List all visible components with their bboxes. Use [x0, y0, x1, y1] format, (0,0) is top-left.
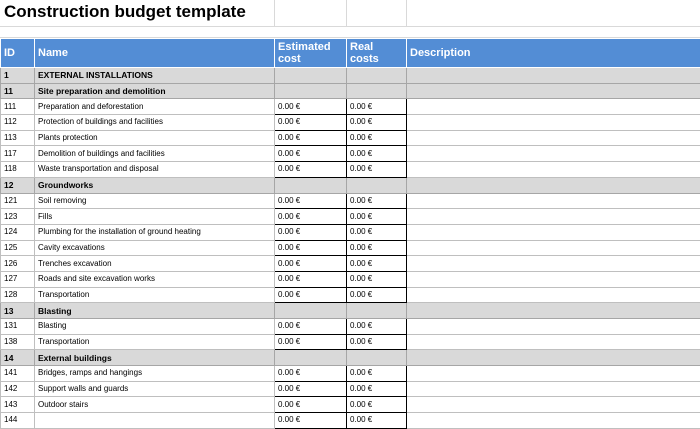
table-row — [1, 209, 700, 225]
cell-real-costs[interactable] — [347, 68, 407, 84]
header-id[interactable]: ID — [1, 39, 35, 68]
title-row — [0, 0, 700, 27]
cell-real-costs[interactable]: 0.00 € — [347, 209, 407, 225]
table-row — [1, 319, 700, 335]
cell-id[interactable]: 113 — [1, 130, 35, 146]
cell-description[interactable] — [407, 83, 700, 99]
group-row — [1, 83, 700, 99]
header-estimated-cost[interactable]: Estimated cost — [275, 39, 347, 68]
cell-id[interactable]: 121 — [1, 193, 35, 209]
cell-real-costs[interactable] — [347, 83, 407, 99]
group-row — [1, 68, 700, 84]
cell-id[interactable]: 143 — [1, 397, 35, 413]
cell-name[interactable]: Trenches excavation — [35, 256, 275, 272]
cell-description[interactable] — [407, 397, 700, 413]
cell-estimated-cost[interactable]: 0.00 € — [275, 397, 347, 413]
cell-name[interactable]: Transportation — [35, 334, 275, 350]
cell-real-costs[interactable]: 0.00 € — [347, 240, 407, 256]
cell-description[interactable] — [407, 334, 700, 350]
cell-id[interactable]: 123 — [1, 209, 35, 225]
table-row — [1, 366, 700, 382]
grid-line — [274, 0, 275, 26]
table-row — [1, 130, 700, 146]
cell-name[interactable]: Soil removing — [35, 193, 275, 209]
header-description[interactable]: Description — [407, 39, 700, 68]
cell-name[interactable]: Plumbing for the installation of ground heating — [35, 224, 275, 240]
cell-id[interactable]: 131 — [1, 319, 35, 335]
cell-estimated-cost[interactable]: 0.00 € — [275, 319, 347, 335]
cell-estimated-cost[interactable]: 0.00 € — [275, 162, 347, 178]
cell-id[interactable]: 141 — [1, 366, 35, 382]
cell-estimated-cost[interactable]: 0.00 € — [275, 224, 347, 240]
cell-name[interactable]: Waste transportation and disposal — [35, 162, 275, 178]
cell-name[interactable]: EXTERNAL INSTALLATIONS — [35, 68, 275, 84]
cell-real-costs[interactable]: 0.00 € — [347, 319, 407, 335]
table-body — [1, 68, 700, 429]
cell-name[interactable]: Blasting — [35, 303, 275, 319]
cell-real-costs[interactable]: 0.00 € — [347, 162, 407, 178]
table-row — [1, 334, 700, 350]
table-row — [1, 162, 700, 178]
cell-real-costs[interactable]: 0.00 € — [347, 224, 407, 240]
cell-name[interactable]: External buildings — [35, 350, 275, 366]
cell-real-costs[interactable]: 0.00 € — [347, 381, 407, 397]
cell-real-costs[interactable]: 0.00 € — [347, 271, 407, 287]
cell-description[interactable] — [407, 209, 700, 225]
table-row — [1, 287, 700, 303]
cell-id[interactable]: 12 — [1, 177, 35, 193]
cell-real-costs[interactable]: 0.00 € — [347, 397, 407, 413]
cell-description[interactable] — [407, 287, 700, 303]
cell-name[interactable]: Fills — [35, 209, 275, 225]
grid-line — [406, 0, 407, 26]
cell-estimated-cost[interactable]: 0.00 € — [275, 287, 347, 303]
table-row — [1, 115, 700, 131]
table-row — [1, 256, 700, 272]
cell-estimated-cost[interactable]: 0.00 € — [275, 193, 347, 209]
cell-description[interactable] — [407, 303, 700, 319]
grid-line — [346, 0, 347, 26]
cell-name[interactable]: Bridges, ramps and hangings — [35, 366, 275, 382]
cell-estimated-cost[interactable]: 0.00 € — [275, 256, 347, 272]
cell-estimated-cost[interactable] — [275, 68, 347, 84]
cell-id[interactable]: 138 — [1, 334, 35, 350]
cell-name[interactable]: Plants protection — [35, 130, 275, 146]
cell-id[interactable]: 14 — [1, 350, 35, 366]
cell-id[interactable]: 111 — [1, 99, 35, 115]
header-real-costs[interactable]: Real costs — [347, 39, 407, 68]
group-row — [1, 177, 700, 193]
cell-id[interactable]: 144 — [1, 413, 35, 429]
cell-estimated-cost[interactable]: 0.00 € — [275, 366, 347, 382]
cell-real-costs[interactable] — [347, 177, 407, 193]
cell-estimated-cost[interactable]: 0.00 € — [275, 130, 347, 146]
cell-real-costs[interactable]: 0.00 € — [347, 115, 407, 131]
cell-id[interactable]: 117 — [1, 146, 35, 162]
cell-description[interactable] — [407, 99, 700, 115]
cell-id[interactable]: 125 — [1, 240, 35, 256]
cell-estimated-cost[interactable]: 0.00 € — [275, 99, 347, 115]
cell-description[interactable] — [407, 256, 700, 272]
cell-description[interactable] — [407, 319, 700, 335]
cell-estimated-cost[interactable]: 0.00 € — [275, 146, 347, 162]
cell-estimated-cost[interactable]: 0.00 € — [275, 381, 347, 397]
cell-description[interactable] — [407, 240, 700, 256]
table-row — [1, 397, 700, 413]
cell-id[interactable]: 128 — [1, 287, 35, 303]
cell-real-costs[interactable] — [347, 350, 407, 366]
cell-name[interactable]: Demolition of buildings and facilities — [35, 146, 275, 162]
cell-name[interactable]: Outdoor stairs — [35, 397, 275, 413]
cell-estimated-cost[interactable]: 0.00 € — [275, 413, 347, 429]
cell-description[interactable] — [407, 224, 700, 240]
cell-id[interactable]: 13 — [1, 303, 35, 319]
cell-estimated-cost[interactable]: 0.00 € — [275, 240, 347, 256]
table-row — [1, 146, 700, 162]
group-row — [1, 303, 700, 319]
cell-real-costs[interactable]: 0.00 € — [347, 130, 407, 146]
cell-description[interactable] — [407, 146, 700, 162]
cell-real-costs[interactable]: 0.00 € — [347, 413, 407, 429]
cell-id[interactable]: 127 — [1, 271, 35, 287]
cell-estimated-cost[interactable]: 0.00 € — [275, 334, 347, 350]
cell-name[interactable]: Preparation and deforestation — [35, 99, 275, 115]
cell-name[interactable]: Transportation — [35, 287, 275, 303]
cell-name[interactable]: Support walls and guards — [35, 381, 275, 397]
cell-real-costs[interactable]: 0.00 € — [347, 287, 407, 303]
cell-estimated-cost[interactable] — [275, 350, 347, 366]
cell-id[interactable]: 142 — [1, 381, 35, 397]
cell-name[interactable]: Groundworks — [35, 177, 275, 193]
header-row — [1, 39, 700, 68]
cell-name[interactable]: Site preparation and demolition — [35, 83, 275, 99]
cell-real-costs[interactable] — [347, 303, 407, 319]
cell-description[interactable] — [407, 68, 700, 84]
cell-description[interactable] — [407, 115, 700, 131]
header-name[interactable]: Name — [35, 39, 275, 68]
table-row — [1, 99, 700, 115]
cell-real-costs[interactable]: 0.00 € — [347, 334, 407, 350]
blank-row[interactable] — [0, 27, 700, 38]
cell-description[interactable] — [407, 271, 700, 287]
table-row — [1, 224, 700, 240]
cell-name[interactable]: Cavity excavations — [35, 240, 275, 256]
cell-id[interactable]: 118 — [1, 162, 35, 178]
cell-real-costs[interactable]: 0.00 € — [347, 366, 407, 382]
cell-estimated-cost[interactable]: 0.00 € — [275, 209, 347, 225]
table-row — [1, 240, 700, 256]
group-row — [1, 350, 700, 366]
cell-description[interactable] — [407, 162, 700, 178]
cell-description[interactable] — [407, 350, 700, 366]
cell-real-costs[interactable]: 0.00 € — [347, 256, 407, 272]
cell-description[interactable] — [407, 177, 700, 193]
cell-description[interactable] — [407, 381, 700, 397]
cell-id[interactable]: 126 — [1, 256, 35, 272]
cell-estimated-cost[interactable]: 0.00 € — [275, 115, 347, 131]
cell-estimated-cost[interactable] — [275, 303, 347, 319]
cell-estimated-cost[interactable] — [275, 83, 347, 99]
cell-description[interactable] — [407, 193, 700, 209]
table-row — [1, 271, 700, 287]
cell-id[interactable]: 112 — [1, 115, 35, 131]
cell-name[interactable]: Protection of buildings and facilities — [35, 115, 275, 131]
cell-description[interactable] — [407, 130, 700, 146]
cell-real-costs[interactable]: 0.00 € — [347, 193, 407, 209]
cell-description[interactable] — [407, 366, 700, 382]
cell-name[interactable]: Blasting — [35, 319, 275, 335]
cell-id[interactable]: 124 — [1, 224, 35, 240]
budget-table — [0, 38, 700, 429]
table-row — [1, 193, 700, 209]
cell-description[interactable] — [407, 413, 700, 429]
cell-estimated-cost[interactable]: 0.00 € — [275, 271, 347, 287]
cell-id[interactable]: 11 — [1, 83, 35, 99]
cell-real-costs[interactable]: 0.00 € — [347, 146, 407, 162]
cell-id[interactable]: 1 — [1, 68, 35, 84]
table-row — [1, 381, 700, 397]
cell-estimated-cost[interactable] — [275, 177, 347, 193]
page-title[interactable]: Construction budget template — [4, 2, 246, 22]
cell-name[interactable]: Roads and site excavation works — [35, 271, 275, 287]
cell-name[interactable] — [35, 413, 275, 429]
table-row — [1, 413, 700, 429]
cell-real-costs[interactable]: 0.00 € — [347, 99, 407, 115]
